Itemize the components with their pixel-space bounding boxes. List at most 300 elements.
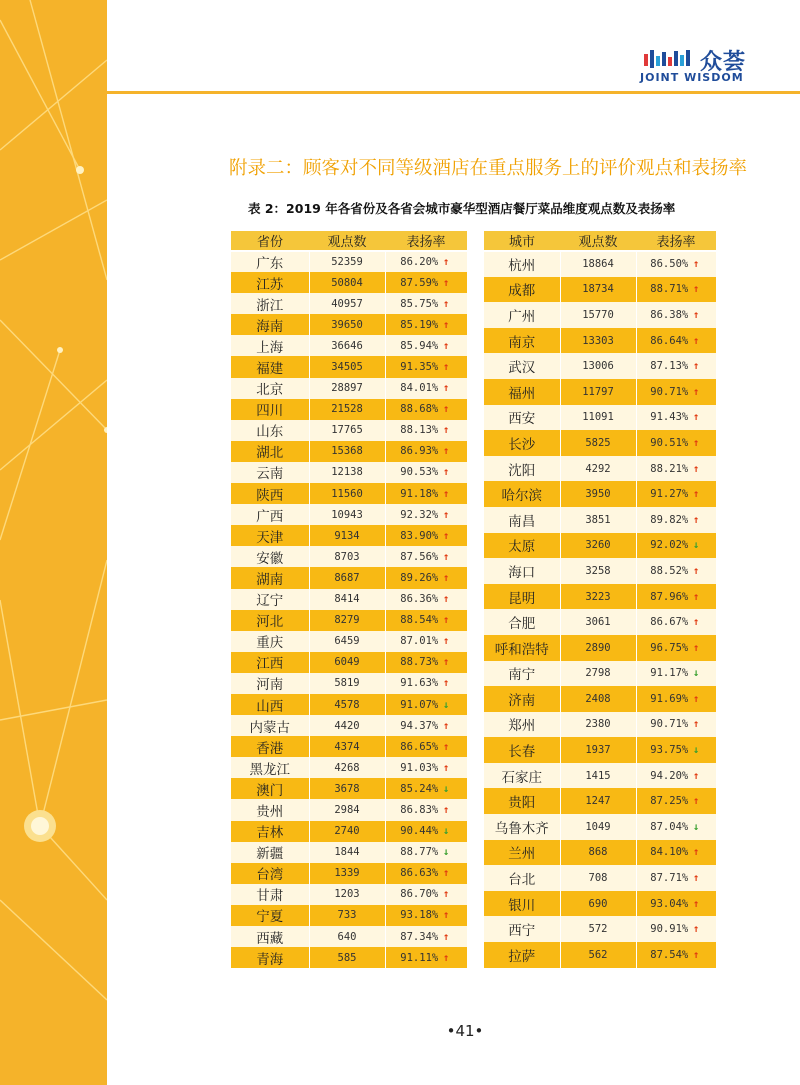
arrow-up-icon: ↑ <box>693 795 700 808</box>
table-row <box>231 842 467 863</box>
row-name: 济南 <box>484 686 560 712</box>
arrow-up-icon: ↑ <box>693 590 700 603</box>
row-rate: 89.26% <box>400 571 439 584</box>
table-row <box>231 610 467 631</box>
arrow-up-icon: ↑ <box>443 466 450 479</box>
arrow-up-icon: ↑ <box>693 436 700 449</box>
row-count: 11091 <box>560 405 636 431</box>
arrow-up-icon: ↑ <box>693 641 700 654</box>
arrow-up-icon: ↑ <box>693 258 700 271</box>
row-name: 杭州 <box>484 251 560 277</box>
table-row <box>231 631 467 652</box>
row-count: 1049 <box>560 814 636 840</box>
row-rate-cell <box>385 356 467 377</box>
arrow-up-icon: ↑ <box>693 283 700 296</box>
arrow-up-icon: ↑ <box>443 656 450 669</box>
row-name: 浙江 <box>231 293 309 314</box>
table-row <box>231 272 467 293</box>
table-row <box>231 420 467 441</box>
logo-chinese-text: 众荟 <box>700 50 747 75</box>
row-count: 4420 <box>309 715 385 736</box>
row-rate: 87.34% <box>400 930 439 943</box>
row-rate-cell <box>636 916 716 942</box>
arrow-up-icon: ↑ <box>443 361 450 374</box>
row-rate: 91.69% <box>650 692 689 705</box>
row-rate-cell <box>636 302 716 328</box>
table-row <box>484 840 716 866</box>
row-rate: 86.65% <box>400 740 439 753</box>
table-row <box>484 251 716 277</box>
row-count: 3851 <box>560 507 636 533</box>
table-row <box>484 533 716 559</box>
table-row <box>231 589 467 610</box>
row-rate: 96.75% <box>650 641 689 654</box>
network-lines-graphic <box>0 0 107 1085</box>
table-row <box>484 737 716 763</box>
row-name: 昆明 <box>484 584 560 610</box>
row-name: 山东 <box>231 420 309 441</box>
row-name: 贵阳 <box>484 788 560 814</box>
row-name: 吉林 <box>231 821 309 842</box>
row-rate-cell <box>636 328 716 354</box>
city-table-body <box>484 251 716 968</box>
row-count: 1247 <box>560 788 636 814</box>
row-rate-cell <box>385 589 467 610</box>
table-row <box>484 763 716 789</box>
arrow-up-icon: ↑ <box>443 888 450 901</box>
row-name: 南京 <box>484 328 560 354</box>
row-rate: 90.53% <box>400 466 439 479</box>
table-row <box>231 905 467 926</box>
arrow-up-icon: ↑ <box>443 256 450 269</box>
arrow-up-icon: ↑ <box>443 867 450 880</box>
table-row <box>231 335 467 356</box>
row-rate: 85.24% <box>400 782 439 795</box>
table-row <box>484 456 716 482</box>
table-row <box>231 504 467 525</box>
table-row <box>231 884 467 905</box>
row-rate-cell <box>636 609 716 635</box>
arrow-up-icon: ↑ <box>443 487 450 500</box>
row-rate-cell <box>636 507 716 533</box>
row-rate: 87.01% <box>400 635 439 648</box>
row-rate: 90.71% <box>650 718 689 731</box>
row-rate: 91.03% <box>400 761 439 774</box>
row-rate-cell <box>385 293 467 314</box>
row-count: 34505 <box>309 356 385 377</box>
row-count: 15770 <box>560 302 636 328</box>
row-name: 台北 <box>484 865 560 891</box>
row-rate-cell <box>636 353 716 379</box>
row-count: 733 <box>309 905 385 926</box>
row-rate: 84.10% <box>650 846 689 859</box>
column-header-city: 城市 <box>484 231 560 251</box>
row-rate-cell <box>385 694 467 715</box>
row-name: 贵州 <box>231 799 309 820</box>
row-rate-cell <box>636 865 716 891</box>
row-rate-cell <box>385 462 467 483</box>
row-rate: 93.18% <box>400 909 439 922</box>
row-rate-cell <box>636 737 716 763</box>
row-rate: 86.70% <box>400 888 439 901</box>
row-count: 17765 <box>309 420 385 441</box>
table-row <box>231 441 467 462</box>
table-row <box>231 356 467 377</box>
table-row <box>231 483 467 504</box>
table-row <box>231 947 467 968</box>
page-title: 附录二：顾客对不同等级酒店在重点服务上的评价观点和表扬率 <box>229 158 748 179</box>
table-row <box>484 507 716 533</box>
arrow-up-icon: ↑ <box>443 761 450 774</box>
row-count: 690 <box>560 891 636 917</box>
row-name: 江苏 <box>231 272 309 293</box>
row-rate-cell <box>636 379 716 405</box>
arrow-up-icon: ↑ <box>443 930 450 943</box>
table-row <box>484 686 716 712</box>
arrow-up-icon: ↑ <box>443 635 450 648</box>
arrow-up-icon: ↑ <box>443 424 450 437</box>
row-rate-cell <box>636 712 716 738</box>
table-row <box>484 379 716 405</box>
row-name: 郑州 <box>484 712 560 738</box>
city-table <box>484 231 716 968</box>
row-name: 湖北 <box>231 441 309 462</box>
row-name: 重庆 <box>231 631 309 652</box>
row-rate: 88.54% <box>400 614 439 627</box>
row-rate-cell <box>385 314 467 335</box>
row-count: 3061 <box>560 609 636 635</box>
row-rate-cell <box>385 483 467 504</box>
row-name: 湖南 <box>231 567 309 588</box>
joint-wisdom-logo <box>630 40 780 90</box>
row-name: 台湾 <box>231 863 309 884</box>
table-row <box>231 546 467 567</box>
row-rate: 91.35% <box>400 361 439 374</box>
table-row <box>484 635 716 661</box>
column-header-rate: 表扬率 <box>636 231 716 251</box>
table-row <box>484 891 716 917</box>
arrow-up-icon: ↑ <box>443 508 450 521</box>
row-name: 新疆 <box>231 842 309 863</box>
column-header-count: 观点数 <box>560 231 636 251</box>
arrow-up-icon: ↑ <box>693 513 700 526</box>
row-count: 50804 <box>309 272 385 293</box>
row-name: 四川 <box>231 399 309 420</box>
row-rate: 87.59% <box>400 276 439 289</box>
row-count: 28897 <box>309 378 385 399</box>
table-row <box>231 525 467 546</box>
table-caption: 表 2：2019 年各省份及各省会城市豪华型酒店餐厅菜品维度观点数及表扬率 <box>248 201 676 216</box>
row-name: 河北 <box>231 610 309 631</box>
row-name: 沈阳 <box>484 456 560 482</box>
row-name: 兰州 <box>484 840 560 866</box>
row-name: 长沙 <box>484 430 560 456</box>
row-rate-cell <box>385 378 467 399</box>
row-count: 39650 <box>309 314 385 335</box>
row-count: 1415 <box>560 763 636 789</box>
row-rate: 88.68% <box>400 403 439 416</box>
row-name: 江西 <box>231 652 309 673</box>
row-count: 8703 <box>309 546 385 567</box>
row-count: 8687 <box>309 567 385 588</box>
table-row <box>231 799 467 820</box>
row-rate: 92.32% <box>400 508 439 521</box>
row-rate: 90.91% <box>650 923 689 936</box>
row-count: 13303 <box>560 328 636 354</box>
row-rate: 88.71% <box>650 283 689 296</box>
table-row <box>484 405 716 431</box>
row-name: 银川 <box>484 891 560 917</box>
row-rate: 91.11% <box>400 951 439 964</box>
row-rate: 88.13% <box>400 424 439 437</box>
row-rate-cell <box>385 631 467 652</box>
row-rate: 86.64% <box>650 334 689 347</box>
row-count: 708 <box>560 865 636 891</box>
row-rate: 88.21% <box>650 462 689 475</box>
row-name: 西安 <box>484 405 560 431</box>
header-divider <box>107 91 800 94</box>
arrow-up-icon: ↑ <box>693 564 700 577</box>
table-row <box>231 863 467 884</box>
row-rate-cell <box>636 788 716 814</box>
column-header-province: 省份 <box>231 231 309 251</box>
arrow-up-icon: ↑ <box>443 677 450 690</box>
row-rate-cell <box>636 635 716 661</box>
row-name: 内蒙古 <box>231 715 309 736</box>
row-name: 黑龙江 <box>231 757 309 778</box>
row-count: 11560 <box>309 483 385 504</box>
arrow-up-icon: ↑ <box>443 339 450 352</box>
row-rate-cell <box>636 533 716 559</box>
row-rate: 91.18% <box>400 487 439 500</box>
row-rate: 86.38% <box>650 308 689 321</box>
row-name: 澳门 <box>231 778 309 799</box>
row-count: 8279 <box>309 610 385 631</box>
arrow-down-icon: ↓ <box>693 539 700 552</box>
table-row <box>231 399 467 420</box>
row-rate: 93.04% <box>650 897 689 910</box>
row-rate-cell <box>636 405 716 431</box>
row-name: 西宁 <box>484 916 560 942</box>
row-count: 12138 <box>309 462 385 483</box>
table-row <box>484 481 716 507</box>
row-name: 天津 <box>231 525 309 546</box>
row-rate: 94.37% <box>400 719 439 732</box>
row-rate-cell <box>636 686 716 712</box>
row-count: 3260 <box>560 533 636 559</box>
row-rate-cell <box>636 430 716 456</box>
row-count: 2380 <box>560 712 636 738</box>
arrow-up-icon: ↑ <box>693 769 700 782</box>
row-count: 4578 <box>309 694 385 715</box>
row-rate-cell <box>385 335 467 356</box>
row-count: 21528 <box>309 399 385 420</box>
row-rate: 91.27% <box>650 488 689 501</box>
row-name: 呼和浩特 <box>484 635 560 661</box>
arrow-up-icon: ↑ <box>443 297 450 310</box>
row-rate: 85.75% <box>400 297 439 310</box>
row-rate: 88.73% <box>400 656 439 669</box>
row-name: 合肥 <box>484 609 560 635</box>
table-row <box>484 712 716 738</box>
table-row <box>231 778 467 799</box>
row-name: 广州 <box>484 302 560 328</box>
row-rate: 89.82% <box>650 513 689 526</box>
arrow-up-icon: ↑ <box>693 411 700 424</box>
row-count: 562 <box>560 942 636 968</box>
row-rate: 83.90% <box>400 529 439 542</box>
table-row <box>231 652 467 673</box>
row-name: 辽宁 <box>231 589 309 610</box>
row-count: 5825 <box>560 430 636 456</box>
arrow-up-icon: ↑ <box>693 897 700 910</box>
row-rate-cell <box>636 891 716 917</box>
row-count: 10943 <box>309 504 385 525</box>
table-row <box>231 926 467 947</box>
logo-mark-icon <box>644 48 698 70</box>
table-row <box>484 302 716 328</box>
row-rate: 86.20% <box>400 256 439 269</box>
row-count: 18734 <box>560 277 636 303</box>
row-rate: 91.07% <box>400 698 439 711</box>
row-rate: 93.75% <box>650 744 689 757</box>
arrow-up-icon: ↑ <box>443 382 450 395</box>
row-name: 河南 <box>231 673 309 694</box>
table-row <box>484 609 716 635</box>
row-rate: 91.17% <box>650 667 689 680</box>
table-row <box>484 814 716 840</box>
row-count: 5819 <box>309 673 385 694</box>
arrow-up-icon: ↑ <box>693 692 700 705</box>
arrow-up-icon: ↑ <box>443 318 450 331</box>
row-name: 宁夏 <box>231 905 309 926</box>
row-rate-cell <box>385 905 467 926</box>
table-row <box>484 430 716 456</box>
row-count: 640 <box>309 926 385 947</box>
row-count: 585 <box>309 947 385 968</box>
row-rate: 87.96% <box>650 590 689 603</box>
row-count: 13006 <box>560 353 636 379</box>
row-rate-cell <box>636 814 716 840</box>
row-rate-cell <box>385 863 467 884</box>
table-row <box>231 314 467 335</box>
row-rate-cell <box>385 251 467 272</box>
row-rate-cell <box>636 584 716 610</box>
row-rate: 88.77% <box>400 846 439 859</box>
table-row <box>231 673 467 694</box>
table-row <box>484 788 716 814</box>
row-name: 北京 <box>231 378 309 399</box>
column-header-count: 观点数 <box>309 231 385 251</box>
row-count: 52359 <box>309 251 385 272</box>
row-rate: 86.50% <box>650 258 689 271</box>
arrow-up-icon: ↑ <box>693 488 700 501</box>
row-rate: 84.01% <box>400 382 439 395</box>
row-rate-cell <box>385 652 467 673</box>
row-count: 3258 <box>560 558 636 584</box>
row-name: 甘肃 <box>231 884 309 905</box>
row-rate: 92.02% <box>650 539 689 552</box>
column-header-rate: 表扬率 <box>385 231 467 251</box>
arrow-down-icon: ↓ <box>443 782 450 795</box>
row-name: 陕西 <box>231 483 309 504</box>
table-row <box>231 378 467 399</box>
arrow-up-icon: ↑ <box>693 872 700 885</box>
decorative-side-band <box>0 0 107 1085</box>
row-name: 福建 <box>231 356 309 377</box>
row-rate: 90.71% <box>650 385 689 398</box>
row-name: 安徽 <box>231 546 309 567</box>
row-rate-cell <box>385 842 467 863</box>
row-count: 11797 <box>560 379 636 405</box>
table-row <box>484 353 716 379</box>
row-rate: 90.51% <box>650 436 689 449</box>
row-name: 乌鲁木齐 <box>484 814 560 840</box>
row-rate-cell <box>385 441 467 462</box>
row-rate: 87.25% <box>650 795 689 808</box>
arrow-up-icon: ↑ <box>693 718 700 731</box>
province-table-body <box>231 251 467 968</box>
row-rate: 86.93% <box>400 445 439 458</box>
arrow-up-icon: ↑ <box>443 593 450 606</box>
row-name: 长春 <box>484 737 560 763</box>
row-name: 青海 <box>231 947 309 968</box>
table-header-row <box>484 231 716 251</box>
row-rate-cell <box>636 558 716 584</box>
row-rate-cell <box>385 736 467 757</box>
row-name: 西藏 <box>231 926 309 947</box>
row-count: 6049 <box>309 652 385 673</box>
arrow-down-icon: ↓ <box>443 825 450 838</box>
row-count: 18864 <box>560 251 636 277</box>
arrow-up-icon: ↑ <box>693 923 700 936</box>
row-rate: 87.04% <box>650 820 689 833</box>
arrow-up-icon: ↑ <box>693 334 700 347</box>
table-row <box>231 821 467 842</box>
table-row <box>484 942 716 968</box>
row-count: 4374 <box>309 736 385 757</box>
row-rate-cell <box>636 942 716 968</box>
row-rate-cell <box>385 673 467 694</box>
row-rate-cell <box>385 272 467 293</box>
row-count: 8414 <box>309 589 385 610</box>
logo-english-text: JOINT WISDOM <box>640 71 744 84</box>
arrow-up-icon: ↑ <box>693 948 700 961</box>
row-rate-cell <box>385 778 467 799</box>
row-rate: 87.13% <box>650 360 689 373</box>
row-rate-cell <box>385 567 467 588</box>
arrow-down-icon: ↓ <box>693 744 700 757</box>
table-row <box>231 251 467 272</box>
row-rate-cell <box>385 525 467 546</box>
row-count: 1844 <box>309 842 385 863</box>
row-name: 广东 <box>231 251 309 272</box>
table-row <box>484 584 716 610</box>
row-count: 40957 <box>309 293 385 314</box>
row-rate: 87.54% <box>650 948 689 961</box>
table-header-row <box>231 231 467 251</box>
arrow-up-icon: ↑ <box>443 719 450 732</box>
arrow-up-icon: ↑ <box>443 740 450 753</box>
row-rate: 87.56% <box>400 550 439 563</box>
row-name: 南宁 <box>484 661 560 687</box>
row-rate: 91.43% <box>650 411 689 424</box>
table-row <box>231 715 467 736</box>
row-rate-cell <box>385 504 467 525</box>
row-rate: 88.52% <box>650 564 689 577</box>
row-rate: 86.67% <box>650 616 689 629</box>
row-name: 山西 <box>231 694 309 715</box>
